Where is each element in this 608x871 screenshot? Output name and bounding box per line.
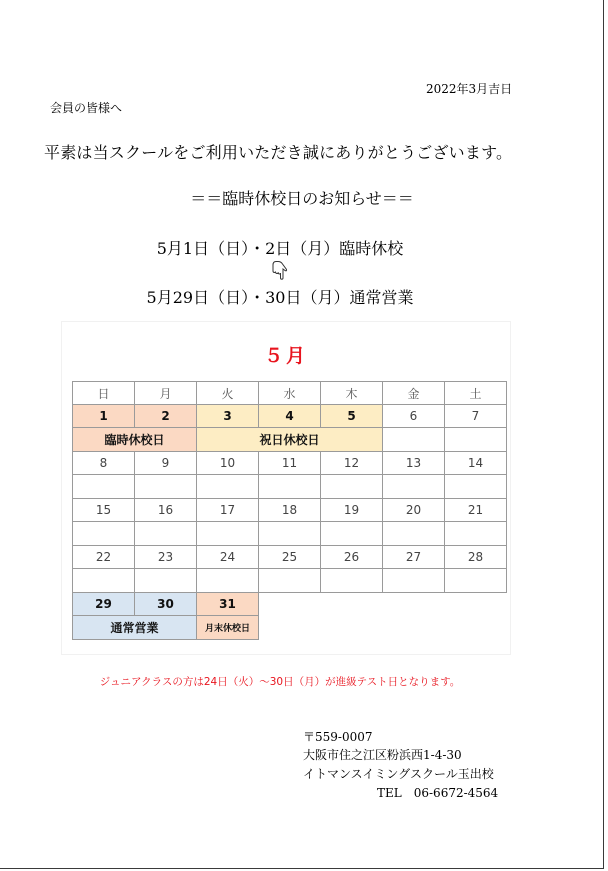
issue-date: 2022年3月吉日 (426, 82, 513, 96)
blank-cell (321, 593, 383, 616)
day-cell: 15 (73, 499, 135, 522)
weekday-wed: 水 (259, 382, 321, 405)
calendar-table (72, 381, 507, 640)
empty-cell (73, 522, 135, 546)
day-cell: 31 (197, 593, 259, 616)
street-address: 大阪市住之江区粉浜西1-4-30 (303, 748, 462, 762)
day-cell: 21 (445, 499, 507, 522)
blank-cell (383, 593, 445, 616)
notice-title: ＝＝臨時休校日のお知らせ＝＝ (190, 189, 414, 208)
empty-cell (135, 475, 197, 499)
day-cell: 22 (73, 546, 135, 569)
blank-cell (383, 616, 445, 640)
empty-cell (445, 428, 507, 452)
school-name: イトマンスイミングスクール玉出校 (303, 767, 494, 781)
day-cell: 19 (321, 499, 383, 522)
weekday-tue: 火 (197, 382, 259, 405)
day-cell: 12 (321, 452, 383, 475)
day-cell: 13 (383, 452, 445, 475)
empty-cell (135, 569, 197, 593)
empty-cell (259, 522, 321, 546)
weekday-thu: 木 (321, 382, 383, 405)
day-cell: 5 (321, 405, 383, 428)
empty-cell (259, 569, 321, 593)
postal-code: 〒559-0007 (303, 730, 373, 744)
day-cell: 25 (259, 546, 321, 569)
weekday-fri: 金 (383, 382, 445, 405)
day-cell: 29 (73, 593, 135, 616)
empty-cell (321, 569, 383, 593)
empty-cell (259, 475, 321, 499)
empty-cell (135, 522, 197, 546)
empty-cell (73, 475, 135, 499)
open-day-label: 通常営業 (73, 616, 197, 640)
closed-day-label: 臨時休校日 (73, 428, 197, 452)
phone-number: TEL 06-6672-4564 (377, 786, 499, 800)
blank-cell (445, 616, 507, 640)
day-cell: 11 (259, 452, 321, 475)
blank-cell (445, 593, 507, 616)
empty-cell (73, 569, 135, 593)
empty-cell (197, 569, 259, 593)
weekday-row (73, 382, 507, 405)
day-cell: 18 (259, 499, 321, 522)
blank-cell (321, 616, 383, 640)
day-cell: 8 (73, 452, 135, 475)
empty-cell (383, 475, 445, 499)
day-cell: 23 (135, 546, 197, 569)
day-cell: 14 (445, 452, 507, 475)
weekday-sun: 日 (73, 382, 135, 405)
empty-cell (445, 522, 507, 546)
calendar (62, 322, 510, 654)
empty-cell (321, 522, 383, 546)
day-cell: 16 (135, 499, 197, 522)
week-label-row (73, 475, 507, 499)
empty-cell (383, 522, 445, 546)
day-cell: 7 (445, 405, 507, 428)
intro-text: 平素は当スクールをご利用いただき誠にありがとうございます。 (44, 143, 513, 162)
week-row (73, 546, 507, 569)
weekday-sat: 土 (445, 382, 507, 405)
day-cell: 24 (197, 546, 259, 569)
empty-cell (383, 428, 445, 452)
day-cell: 10 (197, 452, 259, 475)
day-cell: 28 (445, 546, 507, 569)
day-cell: 20 (383, 499, 445, 522)
day-cell: 9 (135, 452, 197, 475)
blank-cell (259, 616, 321, 640)
day-cell: 3 (197, 405, 259, 428)
empty-cell (445, 569, 507, 593)
day-cell: 17 (197, 499, 259, 522)
empty-cell (445, 475, 507, 499)
page-border-right (603, 0, 604, 868)
holiday-closed-label: 祝日休校日 (197, 428, 383, 452)
day-cell: 26 (321, 546, 383, 569)
day-cell: 4 (259, 405, 321, 428)
day-cell: 2 (135, 405, 197, 428)
junior-class-note: ジュニアクラスの方は24日（火）～30日（月）が進級テスト日となります。 (99, 676, 461, 688)
pointing-hand-down-icon (268, 258, 290, 280)
week-row (73, 405, 507, 428)
empty-cell (383, 569, 445, 593)
week-label-row (73, 569, 507, 593)
blank-cell (259, 593, 321, 616)
month-end-closed-label: 月末休校日 (197, 616, 259, 640)
calendar-month-title: ５月 (263, 345, 308, 367)
page-border-bottom (0, 868, 604, 869)
reopen-line: 5月29日（日）・30日（月）通常営業 (146, 288, 414, 307)
closure-line: 5月1日（日）・2日（月）臨時休校 (156, 239, 404, 258)
week-row (73, 499, 507, 522)
day-cell: 6 (383, 405, 445, 428)
day-cell: 30 (135, 593, 197, 616)
week-row (73, 452, 507, 475)
empty-cell (197, 475, 259, 499)
weekday-mon: 月 (135, 382, 197, 405)
greeting: 会員の皆様へ (50, 101, 123, 115)
week-label-row (73, 616, 507, 640)
empty-cell (321, 475, 383, 499)
empty-cell (197, 522, 259, 546)
day-cell: 27 (383, 546, 445, 569)
day-cell: 1 (73, 405, 135, 428)
week-row (73, 593, 507, 616)
week-label-row (73, 428, 507, 452)
week-label-row (73, 522, 507, 546)
